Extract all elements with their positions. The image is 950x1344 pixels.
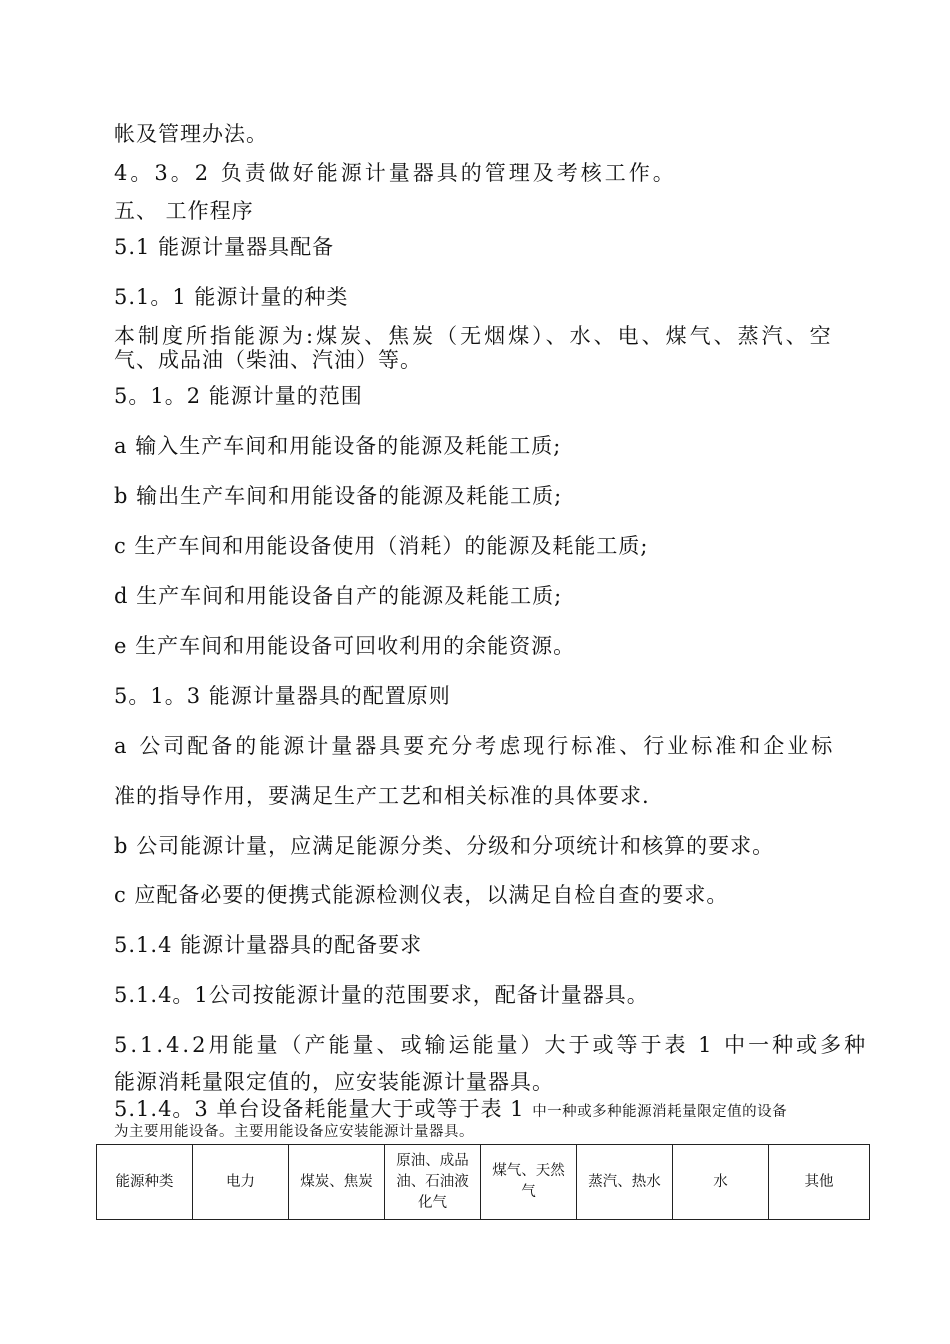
clause-5-1-4-1: 5.1.4。1公司按能源计量的范围要求，配备计量器具。 — [114, 983, 649, 1007]
table-header-cell: 能源种类 — [97, 1145, 193, 1220]
table-header-cell: 水 — [673, 1145, 769, 1220]
principle-b: b 公司能源计量，应满足能源分类、分级和分项统计和核算的要求。 — [114, 834, 775, 858]
clause-5-1-4-3-large-text: 5.1.4。3 单台设备耗能量大于或等于表 1 — [114, 1097, 533, 1121]
section-heading-5-1: 5.1 能源计量器具配备 — [114, 235, 335, 259]
table-header-row — [97, 1145, 870, 1220]
list-item-e: e 生产车间和用能设备可回收利用的余能资源。 — [114, 634, 576, 658]
paragraph-energy-types-1: 本制度所指能源为:煤炭、焦炭（无烟煤）、水、电、煤气、蒸汽、空 — [114, 324, 834, 348]
paragraph-energy-types-2: 气、成品油（柴油、汽油）等。 — [114, 348, 422, 372]
clause-5-1-4-2-line2: 能源消耗量限定值的，应安装能源计量器具。 — [114, 1070, 554, 1094]
clause-5-1-4-3-line2: 为主要用能设备。主要用能设备应安装能源计量器具。 — [114, 1124, 474, 1140]
section-heading-5-1-4: 5.1.4 能源计量器具的配备要求 — [114, 933, 423, 957]
section-heading-5: 五、 工作程序 — [114, 199, 254, 223]
section-heading-5-1-2: 5。1。2 能源计量的范围 — [114, 384, 363, 408]
list-item-a: a 输入生产车间和用能设备的能源及耗能工质; — [114, 434, 562, 458]
paragraph-line: 帐及管理办法。 — [114, 122, 268, 146]
list-item-b: b 输出生产车间和用能设备的能源及耗能工质; — [114, 484, 563, 508]
list-item-c: c 生产车间和用能设备使用（消耗）的能源及耗能工质; — [114, 534, 649, 558]
energy-threshold-table — [96, 1144, 870, 1220]
list-item-d: d 生产车间和用能设备自产的能源及耗能工质; — [114, 584, 563, 608]
table-header-cell: 电力 — [193, 1145, 289, 1220]
clause-4-3-2: 4。3。2 负责做好能源计量器具的管理及考核工作。 — [114, 161, 677, 185]
table-header-cell: 煤气、天然气 — [481, 1145, 577, 1220]
section-heading-5-1-3: 5。1。3 能源计量器具的配置原则 — [114, 684, 451, 708]
principle-c: c 应配备必要的便携式能源检测仪表，以满足自检自查的要求。 — [114, 883, 729, 907]
principle-a-2: 准的指导作用，要满足生产工艺和相关标准的具体要求. — [114, 784, 650, 808]
table-header-cell: 蒸汽、热水 — [577, 1145, 673, 1220]
clause-5-1-4-3-line1 — [114, 1097, 787, 1124]
principle-a-1: a 公司配备的能源计量器具要充分考虑现行标准、行业标准和企业标 — [114, 734, 836, 758]
table-header-cell: 其他 — [769, 1145, 870, 1220]
table-header-cell: 原油、成品油、石油液化气 — [385, 1145, 481, 1220]
clause-5-1-4-3-small-text: 中一种或多种能源消耗量限定值的设备 — [532, 1104, 788, 1120]
clause-5-1-4-2-line1: 5.1.4.2用能量（产能量、或输运能量）大于或等于表 1 中一种或多种 — [114, 1033, 869, 1057]
section-heading-5-1-1: 5.1。1 能源计量的种类 — [114, 285, 349, 309]
table-header-cell: 煤炭、焦炭 — [289, 1145, 385, 1220]
